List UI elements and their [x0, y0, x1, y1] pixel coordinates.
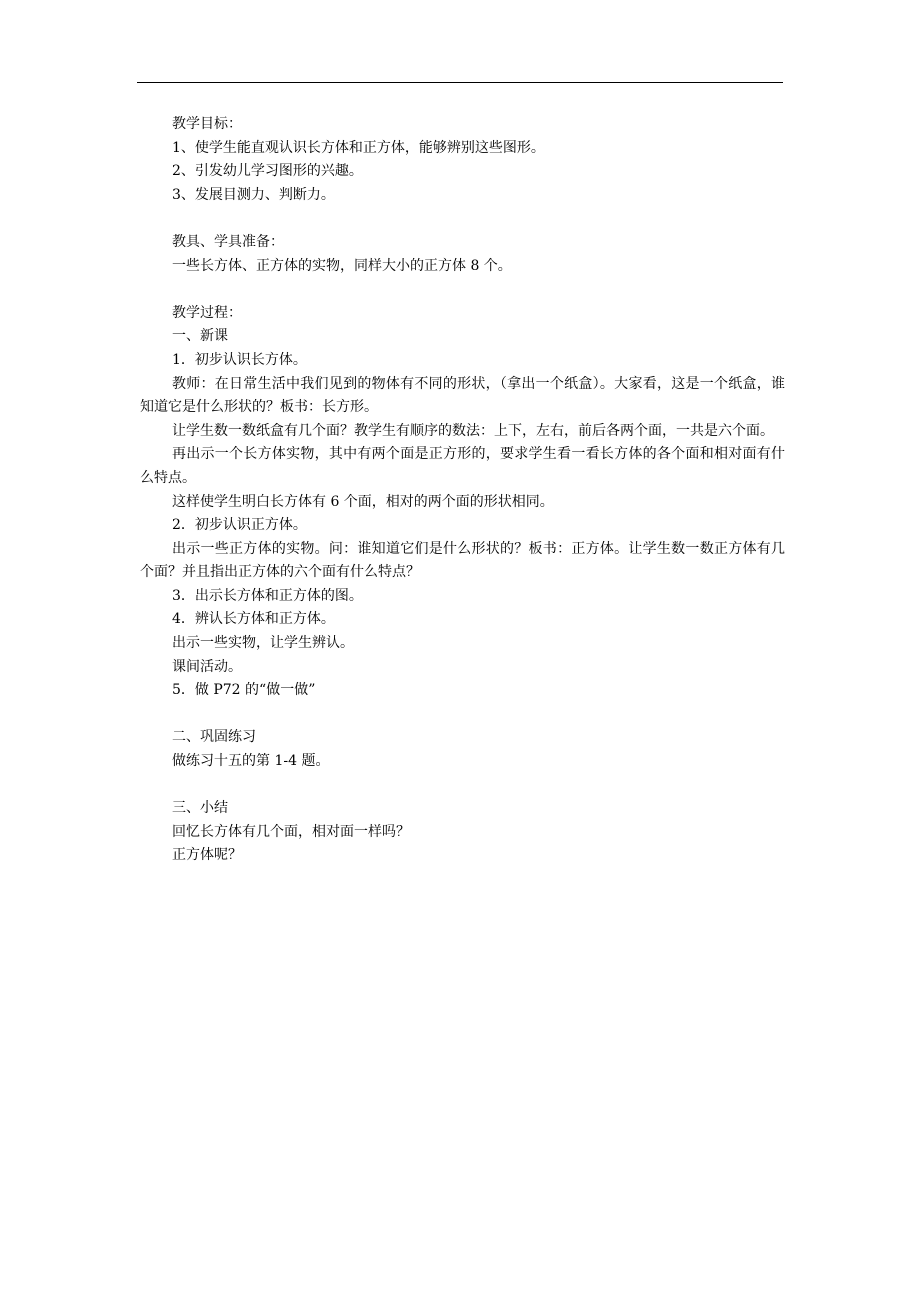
- paragraph: 教师：在日常生活中我们见到的物体有不同的形状，（拿出一个纸盒）。大家看，这是一个纸盒，谁知道它是什么形状的？板书：长方形。: [140, 375, 785, 416]
- step-title: 5．做 P72 的“做一做”: [172, 682, 316, 699]
- section-title: 三、小结: [172, 800, 228, 817]
- header-rule: [137, 82, 783, 83]
- goal-item: 1、使学生能直观认识长方体和正方体，能够辨别这些图形。: [172, 139, 545, 156]
- goals-heading: 教学目标：: [172, 116, 242, 132]
- spacer: [140, 207, 785, 231]
- materials-heading: 教具、学具准备：: [172, 233, 284, 250]
- section-title: 二、巩固练习: [172, 729, 256, 746]
- materials-text: 一些长方体、正方体的实物，同样大小的正方体 8 个。: [172, 257, 512, 274]
- summary-question: 回忆长方体有几个面，相对面一样吗？: [172, 823, 410, 840]
- process-heading: 教学过程：: [172, 304, 242, 321]
- step-text: 出示一些实物，让学生辨认。: [172, 635, 354, 652]
- step-title: 4．辨认长方体和正方体。: [172, 611, 335, 628]
- activity-text: 课间活动。: [172, 658, 242, 675]
- paragraph: 再出示一个长方体实物，其中有两个面是正方形的，要求学生看一看长方体的各个面和相对面有什么特点。: [140, 446, 785, 486]
- spacer: [140, 278, 785, 302]
- step-title: 2．初步认识正方体。: [172, 517, 307, 534]
- paragraph: 这样使学生明白长方体有 6 个面，相对的两个面的形状相同。: [172, 493, 554, 510]
- summary-question: 正方体呢？: [172, 847, 242, 864]
- paragraph: 出示一些正方体的实物。问：谁知道它们是什么形状的？板书：正方体。让学生数一数正方体有几个面？并且指出正方体的六个面有什么特点？: [140, 540, 785, 581]
- spacer: [140, 703, 785, 727]
- goal-item: 2、引发幼儿学习图形的兴趣。: [172, 163, 363, 180]
- paragraph: 让学生数一数纸盒有几个面？教学生有顺序的数法：上下，左右，前后各两个面，一共是六个面。: [172, 422, 774, 439]
- step-title: 1．初步认识长方体。: [172, 351, 307, 368]
- spacer: [140, 774, 785, 798]
- step-title: 3．出示长方体和正方体的图。: [172, 587, 363, 604]
- section-title: 一、新课: [172, 328, 228, 345]
- goal-item: 3、发展目测力、判断力。: [172, 186, 335, 203]
- document-body: [140, 113, 785, 868]
- exercise-text: 做练习十五的第 1-4 题。: [172, 753, 330, 770]
